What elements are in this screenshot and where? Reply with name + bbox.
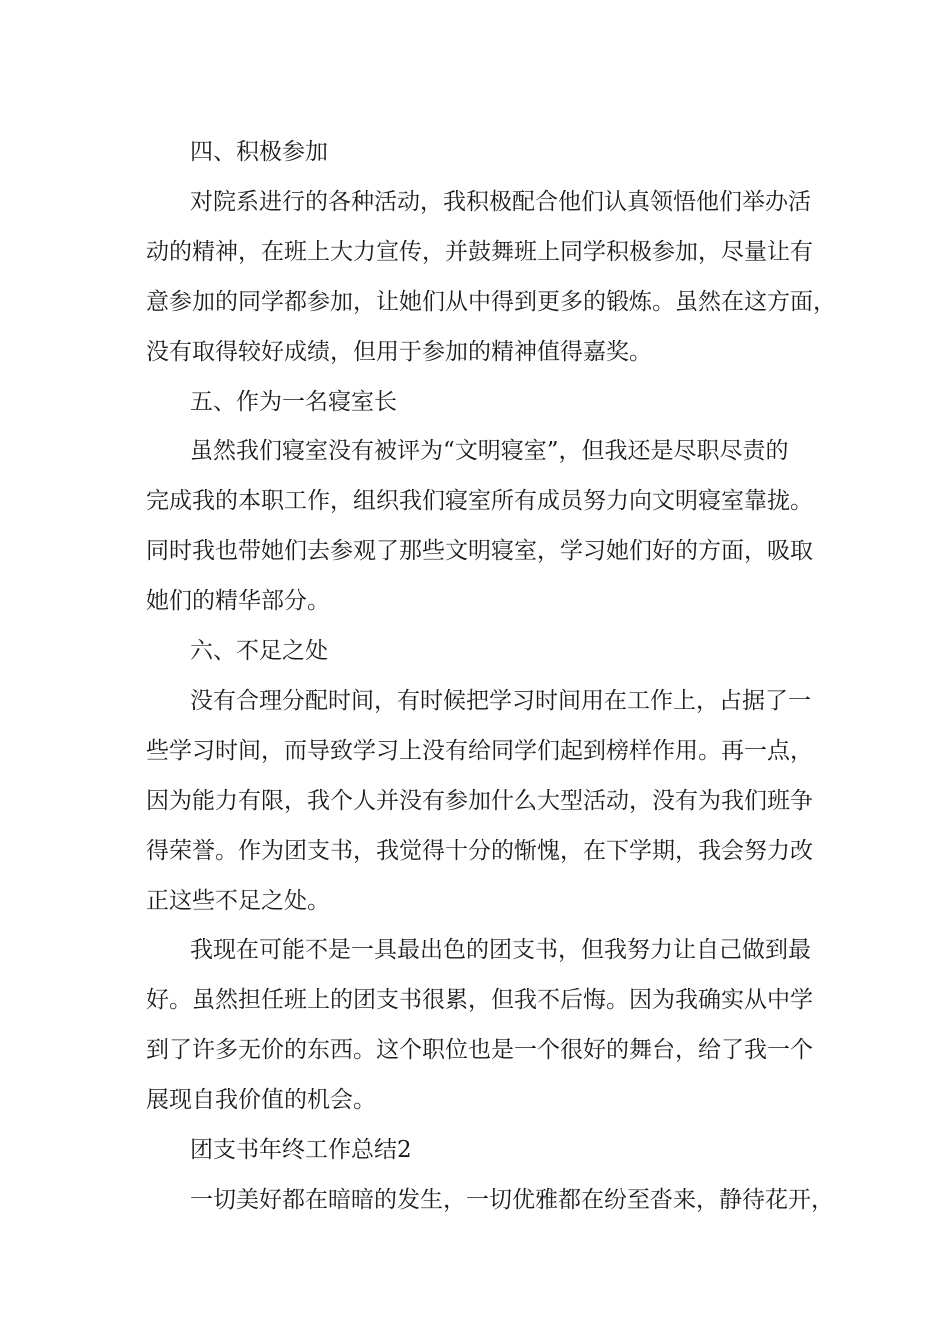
paragraph-line: 展现自我价值的机会。 xyxy=(146,1087,376,1113)
paragraph-line: 到了许多无价的东西。这个职位也是一个很好的舞台，给了我一个 xyxy=(146,1037,813,1063)
paragraph-line: 虽然我们寝室没有被评为“文明寝室”，但我还是尽职尽责的 xyxy=(190,438,789,464)
paragraph-line: 没有合理分配时间，有时候把学习时间用在工作上，占据了一 xyxy=(190,688,811,714)
paragraph-line: 完成我的本职工作，组织我们寝室所有成员努力向文明寝室靠拢。 xyxy=(146,488,813,514)
paragraph-line: 没有取得较好成绩，但用于参加的精神值得嘉奖。 xyxy=(146,339,652,365)
paragraph-line: 正这些不足之处。 xyxy=(146,888,330,914)
paragraph-line: 得荣誉。作为团支书，我觉得十分的惭愧，在下学期，我会努力改 xyxy=(146,838,813,864)
paragraph-line: 因为能力有限，我个人并没有参加什么大型活动，没有为我们班争 xyxy=(146,788,813,814)
paragraph-line: 同时我也带她们去参观了那些文明寝室，学习她们好的方面，吸取 xyxy=(146,538,813,564)
paragraph-line: 一切美好都在暗暗的发生，一切优雅都在纷至沓来，静待花开， xyxy=(190,1187,834,1213)
section-heading: 四、积极参加 xyxy=(190,139,328,165)
paragraph-line: 我现在可能不是一具最出色的团支书，但我努力让自己做到最 xyxy=(190,937,811,963)
section-heading: 五、作为一名寝室长 xyxy=(190,389,397,415)
paragraph-line: 些学习时间，而导致学习上没有给同学们起到榜样作用。再一点， xyxy=(146,738,813,764)
paragraph-line: 她们的精华部分。 xyxy=(146,588,330,614)
paragraph-line: 意参加的同学都参加，让她们从中得到更多的锻炼。虽然在这方面， xyxy=(146,289,836,315)
section-title: 团支书年终工作总结2 xyxy=(190,1137,412,1163)
paragraph-line: 好。虽然担任班上的团支书很累，但我不后悔。因为我确实从中学 xyxy=(146,987,813,1013)
paragraph-line: 动的精神，在班上大力宣传，并鼓舞班上同学积极参加，尽量让有 xyxy=(146,239,813,265)
paragraph-line: 对院系进行的各种活动，我积极配合他们认真领悟他们举办活 xyxy=(190,189,811,215)
section-heading: 六、不足之处 xyxy=(190,638,328,664)
